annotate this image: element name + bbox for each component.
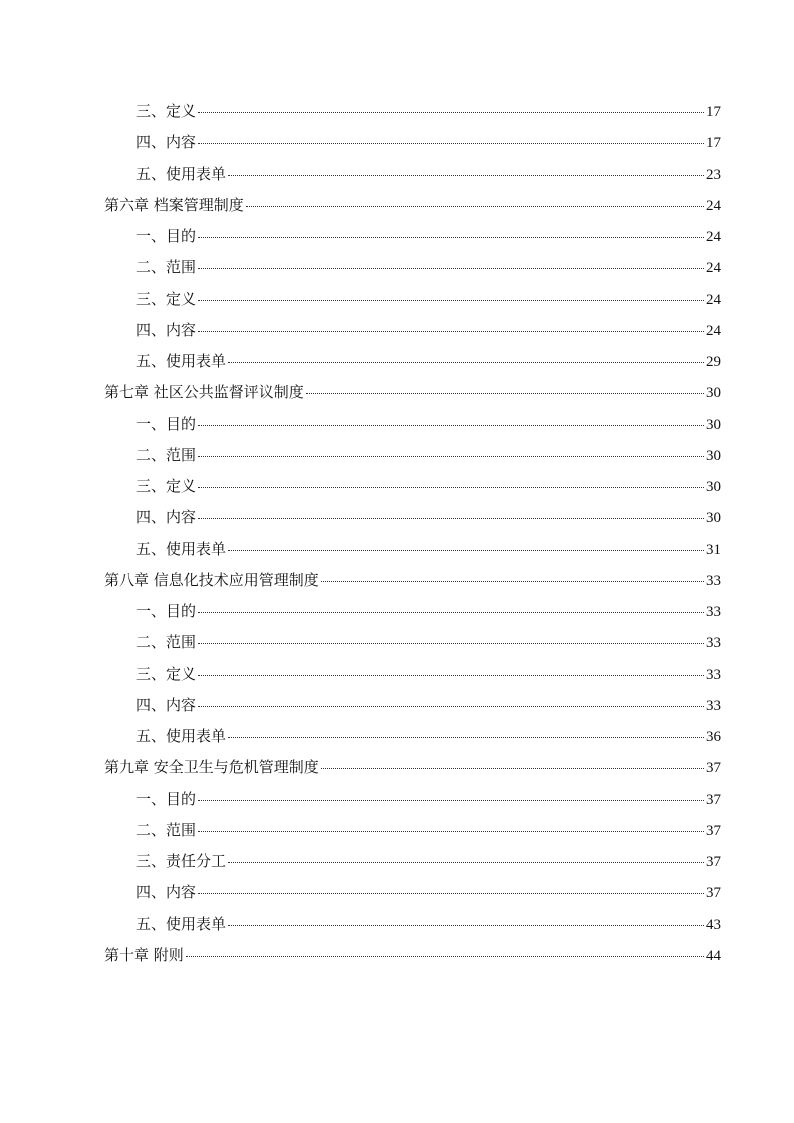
- toc-entry-title: 五、使用表单: [136, 164, 227, 183]
- toc-leader-dots: [198, 705, 704, 707]
- toc-leader-dots: [228, 736, 704, 738]
- toc-entry-title: 四、内容: [136, 320, 197, 339]
- toc-page-number: 17: [706, 104, 721, 120]
- toc-leader-dots: [198, 236, 704, 238]
- toc-leader-dots: [321, 580, 704, 582]
- toc-entry[interactable]: [104, 909, 721, 940]
- toc-chapter-entry[interactable]: [104, 752, 721, 783]
- toc-entry-title: 五、使用表单: [136, 727, 227, 745]
- toc-leader-dots: [228, 174, 704, 176]
- toc-page-number: 24: [706, 197, 721, 214]
- toc-entry-title: 三、定义: [136, 102, 197, 120]
- toc-entry[interactable]: [104, 127, 721, 158]
- toc-leader-dots: [198, 455, 704, 457]
- toc-page-number: 33: [706, 697, 721, 714]
- toc-entry[interactable]: [104, 471, 721, 502]
- toc-leader-dots: [186, 955, 704, 957]
- toc-entry[interactable]: [104, 721, 721, 752]
- toc-entry[interactable]: [104, 440, 721, 471]
- toc-chapter-title: 第八章 信息化技术应用管理制度: [104, 570, 319, 589]
- toc-entry-title: 四、内容: [136, 508, 197, 527]
- toc-page-number: 37: [706, 791, 721, 808]
- toc-page-number: 24: [706, 291, 721, 308]
- toc-entry[interactable]: [104, 659, 721, 690]
- toc-entry-title: 三、定义: [136, 477, 197, 495]
- toc-page-number: 29: [706, 354, 721, 370]
- toc-page-number: 33: [706, 572, 721, 589]
- toc-entry-title: 二、范围: [136, 633, 197, 652]
- toc-entry[interactable]: [104, 315, 721, 346]
- toc-chapter-title: 第七章 社区公共监督评议制度: [104, 383, 304, 402]
- toc-entry-title: 二、范围: [136, 445, 197, 464]
- toc-page-number: 36: [706, 729, 721, 745]
- toc-page-number: 33: [706, 635, 721, 652]
- toc-page-number: 30: [706, 447, 721, 464]
- toc-leader-dots: [228, 924, 704, 926]
- toc-page-number: 30: [706, 385, 721, 402]
- toc-entry[interactable]: [104, 159, 721, 190]
- toc-page-number: 33: [706, 666, 721, 683]
- toc-page-number: 37: [706, 760, 721, 777]
- toc-entry[interactable]: [104, 346, 721, 377]
- toc-page-number: 44: [706, 947, 721, 964]
- toc-leader-dots: [198, 892, 704, 894]
- toc-page-number: 23: [706, 166, 721, 183]
- toc-chapter-entry[interactable]: [104, 940, 721, 971]
- toc-leader-dots: [198, 611, 704, 613]
- toc-leader-dots: [246, 205, 704, 207]
- toc-entry-title: 三、定义: [136, 664, 197, 683]
- toc-page-number: 24: [706, 229, 721, 245]
- toc-entry[interactable]: [104, 252, 721, 283]
- toc-entry-title: 一、目的: [136, 789, 197, 808]
- toc-entry-title: 四、内容: [136, 133, 197, 152]
- toc-entry[interactable]: [104, 846, 721, 877]
- toc-entry-title: 五、使用表单: [136, 914, 227, 933]
- toc-entry[interactable]: [104, 784, 721, 815]
- toc-leader-dots: [198, 299, 704, 301]
- table-of-contents: [104, 96, 721, 971]
- toc-page-number: 24: [706, 322, 721, 339]
- toc-entry-title: 一、目的: [136, 414, 197, 433]
- toc-entry[interactable]: [104, 502, 721, 533]
- toc-leader-dots: [198, 642, 704, 644]
- toc-leader-dots: [198, 830, 704, 832]
- toc-entry-title: 四、内容: [136, 695, 197, 714]
- toc-entry[interactable]: [104, 96, 721, 127]
- toc-leader-dots: [228, 361, 704, 363]
- toc-page-number: 33: [706, 604, 721, 620]
- toc-leader-dots: [198, 330, 704, 332]
- toc-page-number: 37: [706, 885, 721, 902]
- toc-page-number: 30: [706, 416, 721, 433]
- toc-leader-dots: [198, 111, 704, 113]
- toc-leader-dots: [306, 392, 704, 394]
- toc-entry-title: 二、范围: [136, 258, 197, 277]
- toc-entry-title: 一、目的: [136, 227, 197, 245]
- toc-chapter-title: 第十章 附则: [104, 945, 184, 964]
- toc-chapter-entry[interactable]: [104, 190, 721, 221]
- toc-page-number: 37: [706, 822, 721, 839]
- toc-leader-dots: [321, 767, 704, 769]
- toc-page-number: 24: [706, 260, 721, 277]
- toc-entry[interactable]: [104, 596, 721, 627]
- toc-page-number: 37: [706, 854, 721, 870]
- toc-entry-title: 三、责任分工: [136, 852, 227, 870]
- toc-leader-dots: [198, 267, 704, 269]
- toc-leader-dots: [228, 861, 704, 863]
- toc-chapter-entry[interactable]: [104, 377, 721, 408]
- toc-leader-dots: [198, 424, 704, 426]
- toc-entry-title: 五、使用表单: [136, 352, 227, 370]
- toc-page-number: 30: [706, 510, 721, 527]
- toc-page-number: 43: [706, 916, 721, 933]
- toc-leader-dots: [198, 517, 704, 519]
- toc-chapter-title: 第六章 档案管理制度: [104, 195, 244, 214]
- toc-entry[interactable]: [104, 221, 721, 252]
- toc-entry[interactable]: [104, 815, 721, 846]
- toc-leader-dots: [198, 674, 704, 676]
- toc-leader-dots: [198, 799, 704, 801]
- toc-entry[interactable]: [104, 409, 721, 440]
- toc-entry-title: 一、目的: [136, 602, 197, 620]
- toc-entry[interactable]: [104, 284, 721, 315]
- toc-chapter-title: 第九章 安全卫生与危机管理制度: [104, 758, 319, 777]
- toc-entry[interactable]: [104, 877, 721, 908]
- toc-chapter-entry[interactable]: [104, 565, 721, 596]
- toc-leader-dots: [198, 486, 704, 488]
- toc-leader-dots: [228, 549, 704, 551]
- toc-entry-title: 四、内容: [136, 883, 197, 902]
- toc-entry-title: 五、使用表单: [136, 539, 227, 558]
- toc-entry[interactable]: [104, 627, 721, 658]
- toc-entry-title: 三、定义: [136, 289, 197, 308]
- toc-page-number: 30: [706, 479, 721, 495]
- toc-entry[interactable]: [104, 534, 721, 565]
- toc-leader-dots: [198, 142, 704, 144]
- toc-entry-title: 二、范围: [136, 820, 197, 839]
- toc-entry[interactable]: [104, 690, 721, 721]
- toc-page-number: 31: [706, 541, 721, 558]
- toc-page-number: 17: [706, 135, 721, 152]
